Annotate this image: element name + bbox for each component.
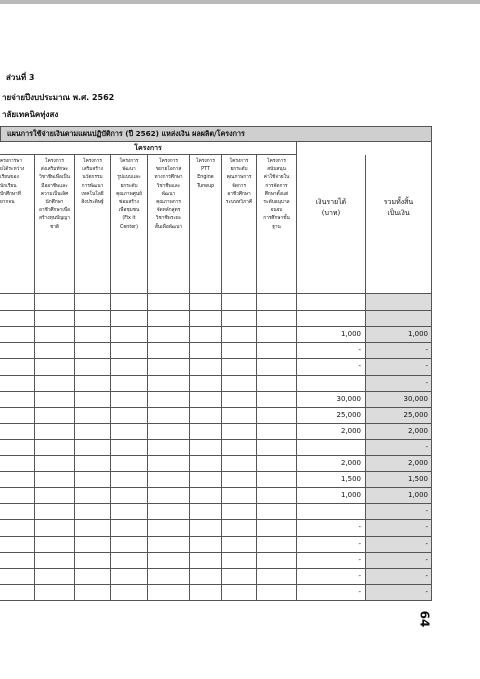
- body-column: [35, 294, 75, 600]
- total-value: 1,500: [407, 475, 428, 484]
- header-text-line: ปักศึกษาที่: [0, 191, 21, 197]
- header-text-line: พัฒนา: [122, 167, 136, 173]
- table-row: [0, 310, 432, 311]
- total-value: -: [425, 587, 428, 596]
- total-value: 1,000: [407, 330, 428, 339]
- header-text-line: ทางการศึกษา: [154, 175, 183, 181]
- header-text-line: นักเรียน: [0, 183, 17, 189]
- table-row: [0, 519, 432, 520]
- table-row: [0, 423, 432, 424]
- header-text-line: จนจบ: [270, 208, 283, 214]
- income-column-header: [297, 155, 366, 294]
- header-text-line: รูปแบบและ: [117, 175, 141, 181]
- total-value: 25,000: [403, 410, 428, 419]
- header-text-line: รวมทั้งสิ้น: [383, 198, 414, 206]
- header-text-line: การจัดการ: [265, 183, 288, 189]
- income-value: 1,000: [340, 491, 361, 500]
- projects-group-header: โครงการ: [0, 142, 297, 155]
- table-row: [0, 600, 432, 601]
- header-text-line: โครงการ: [196, 159, 215, 164]
- project-column-header: [222, 155, 257, 294]
- project-column-header: [35, 155, 75, 294]
- header-text-line: PTT: [201, 167, 210, 173]
- project-column-header: [0, 155, 35, 294]
- header-text-line: ศึกษาตั้งแต่: [264, 191, 289, 197]
- page-number: 64: [417, 610, 432, 628]
- body-column: [148, 294, 190, 600]
- table-row: [0, 568, 432, 569]
- total-value: 30,000: [403, 394, 428, 403]
- header-text-line: การพัฒนา: [81, 183, 104, 189]
- table-row: [0, 552, 432, 553]
- total-value: 2,000: [407, 459, 428, 467]
- header-text-line: อาชีวศึกษาเพื่อ: [38, 208, 70, 214]
- table-row: [0, 358, 432, 359]
- total-value: -: [425, 442, 428, 451]
- table-row: [0, 455, 432, 456]
- body-column: [257, 294, 297, 600]
- total-value: -: [425, 362, 428, 371]
- header-text-line: นักศึกษา: [45, 200, 64, 206]
- header-text-line: จัดหลักสูตร: [156, 208, 181, 214]
- income-value: -: [358, 539, 361, 548]
- income-value: -: [358, 523, 361, 532]
- header-text-line: โครงการ: [45, 159, 64, 164]
- income-value: -: [358, 571, 361, 580]
- income-value: -: [358, 362, 361, 371]
- header-text-line: ยากจน: [0, 200, 15, 206]
- table-row: [0, 342, 432, 343]
- header-text-line: วิชาชีพระยะ: [155, 216, 182, 222]
- header-text-line: Tuneup: [196, 183, 215, 189]
- header-text-line: เรียนของ: [0, 175, 19, 181]
- header-text-line: ขยายโอกาส: [155, 167, 182, 173]
- header-text-line: ส่งเสริมทักษะ: [40, 167, 69, 173]
- header-text-line: จัดการ: [231, 183, 247, 189]
- table-row: [0, 536, 432, 537]
- header-text-line: การศึกษาขั้น: [263, 216, 290, 222]
- header-text-line: ยได้ระหว่าง: [0, 167, 25, 173]
- header-text-line: คุณภาพการ: [226, 175, 252, 181]
- table-row: [0, 439, 432, 440]
- header-text-line: สั้นเพื่อพัฒนา: [154, 224, 183, 230]
- header-text-line: เสริมสร้าง: [82, 167, 103, 173]
- header-text-line: สนับสนุน: [267, 167, 286, 173]
- body-column: [190, 294, 222, 600]
- income-value: -: [358, 346, 361, 355]
- table-row: [0, 407, 432, 408]
- section-heading: ส่วนที่ 3: [6, 73, 35, 82]
- body-column: [0, 294, 35, 600]
- header-text-line: (Fix it: [122, 216, 136, 222]
- total-value: -: [425, 378, 428, 387]
- header-text-line: สิ่งประดิษฐ์: [81, 200, 104, 206]
- body-column: [111, 294, 148, 600]
- header-text-line: ชาติ: [49, 224, 60, 230]
- school-heading: าลัยเทคนิคทุ่งสง: [2, 110, 59, 119]
- project-column-header: [190, 155, 222, 294]
- table-row: [0, 391, 432, 392]
- header-text-line: พัฒนา: [161, 191, 176, 197]
- total-value: -: [425, 555, 428, 564]
- header-text-line: อาชีวศึกษา: [227, 191, 251, 197]
- table-row: [0, 584, 432, 585]
- income-value: 30,000: [336, 394, 361, 403]
- budget-table: [0, 126, 432, 600]
- table-right-border: [431, 126, 432, 600]
- header-text-line: ซ่อมสร้าง: [119, 200, 139, 206]
- header-text-line: ระบบทวิภาคี: [225, 200, 253, 206]
- income-value: 25,000: [336, 410, 361, 419]
- header-text-line: ความเป็นเลิศ: [40, 191, 69, 197]
- header-text-line: วิชาชีพและ: [156, 183, 181, 189]
- header-text-line: โครงการ: [119, 159, 139, 164]
- header-text-line: เป็นเงิน: [387, 209, 410, 217]
- header-text-line: เทคโนโลยี: [81, 191, 104, 197]
- header-text-line: ฐาน: [272, 224, 281, 230]
- table-row: [0, 487, 432, 488]
- income-value: 2,000: [340, 459, 361, 467]
- total-column-header: [366, 155, 432, 294]
- total-value: -: [425, 539, 428, 548]
- header-text-line: เพื่อชุมชน: [118, 208, 140, 214]
- header-text-line: โครงการ: [267, 159, 286, 164]
- income-value: -: [358, 555, 361, 564]
- body-column: [222, 294, 257, 600]
- total-value: -: [425, 507, 428, 516]
- table-row: [0, 326, 432, 327]
- income-value: 2,000: [340, 426, 361, 435]
- income-value: 1,500: [340, 475, 361, 484]
- header-text-line: ยกระดับ: [230, 167, 248, 173]
- header-text-line: คุณภาพศูนย์: [116, 191, 142, 197]
- total-value: 2,000: [407, 426, 428, 435]
- header-text-line: โครงการ: [229, 159, 249, 164]
- total-value: -: [425, 523, 428, 532]
- total-value: 1,000: [407, 491, 428, 500]
- total-value: -: [425, 571, 428, 580]
- project-column-header: [257, 155, 297, 294]
- header-text-line: นวัตกรรม: [82, 175, 103, 181]
- table-title: แผนการใช้จ่ายเงินตามแผนปฏิบัติการ (ปี 2562) แหล่งเงิน ผลผลิต/โครงการ: [0, 126, 432, 142]
- header-text-line: ค่าใช้จ่ายใน: [263, 175, 290, 181]
- table-row: [0, 471, 432, 472]
- header-text-line: สร้างทุนปัญญา: [39, 216, 70, 222]
- header-text-line: Engine: [197, 175, 214, 181]
- scan-top-edge: [0, 0, 480, 4]
- header-text-line: ระดับอนุบาล: [263, 200, 290, 206]
- table-row: [0, 375, 432, 376]
- header-text-line: คุณภาพการ: [156, 200, 181, 206]
- header-text-line: Center): [119, 224, 139, 230]
- header-text-line: ยกระดับ: [120, 183, 138, 189]
- income-value: 1,000: [340, 330, 361, 339]
- budget-year-heading: ายจ่ายปีงบประมาณ พ.ศ. 2562: [2, 93, 115, 102]
- projects-group-spacer: [297, 142, 432, 155]
- table-row: [0, 503, 432, 504]
- header-text-line: มืออาชีพและ: [41, 183, 68, 189]
- header-text-line: (บาท): [321, 209, 341, 217]
- header-text-line: โครงการ: [159, 159, 178, 164]
- header-text-line: เงินรายได้: [315, 198, 347, 206]
- project-column-header: [148, 155, 190, 294]
- total-value: -: [425, 346, 428, 355]
- header-text-line: โครงการ: [83, 159, 102, 164]
- header-text-line: วิชาชีพเพื่อเป็น: [39, 175, 70, 181]
- income-value: -: [358, 587, 361, 596]
- body-column: [75, 294, 111, 600]
- project-column-header: [111, 155, 148, 294]
- project-column-header: [75, 155, 111, 294]
- header-text-line: ครงการพา: [0, 159, 23, 164]
